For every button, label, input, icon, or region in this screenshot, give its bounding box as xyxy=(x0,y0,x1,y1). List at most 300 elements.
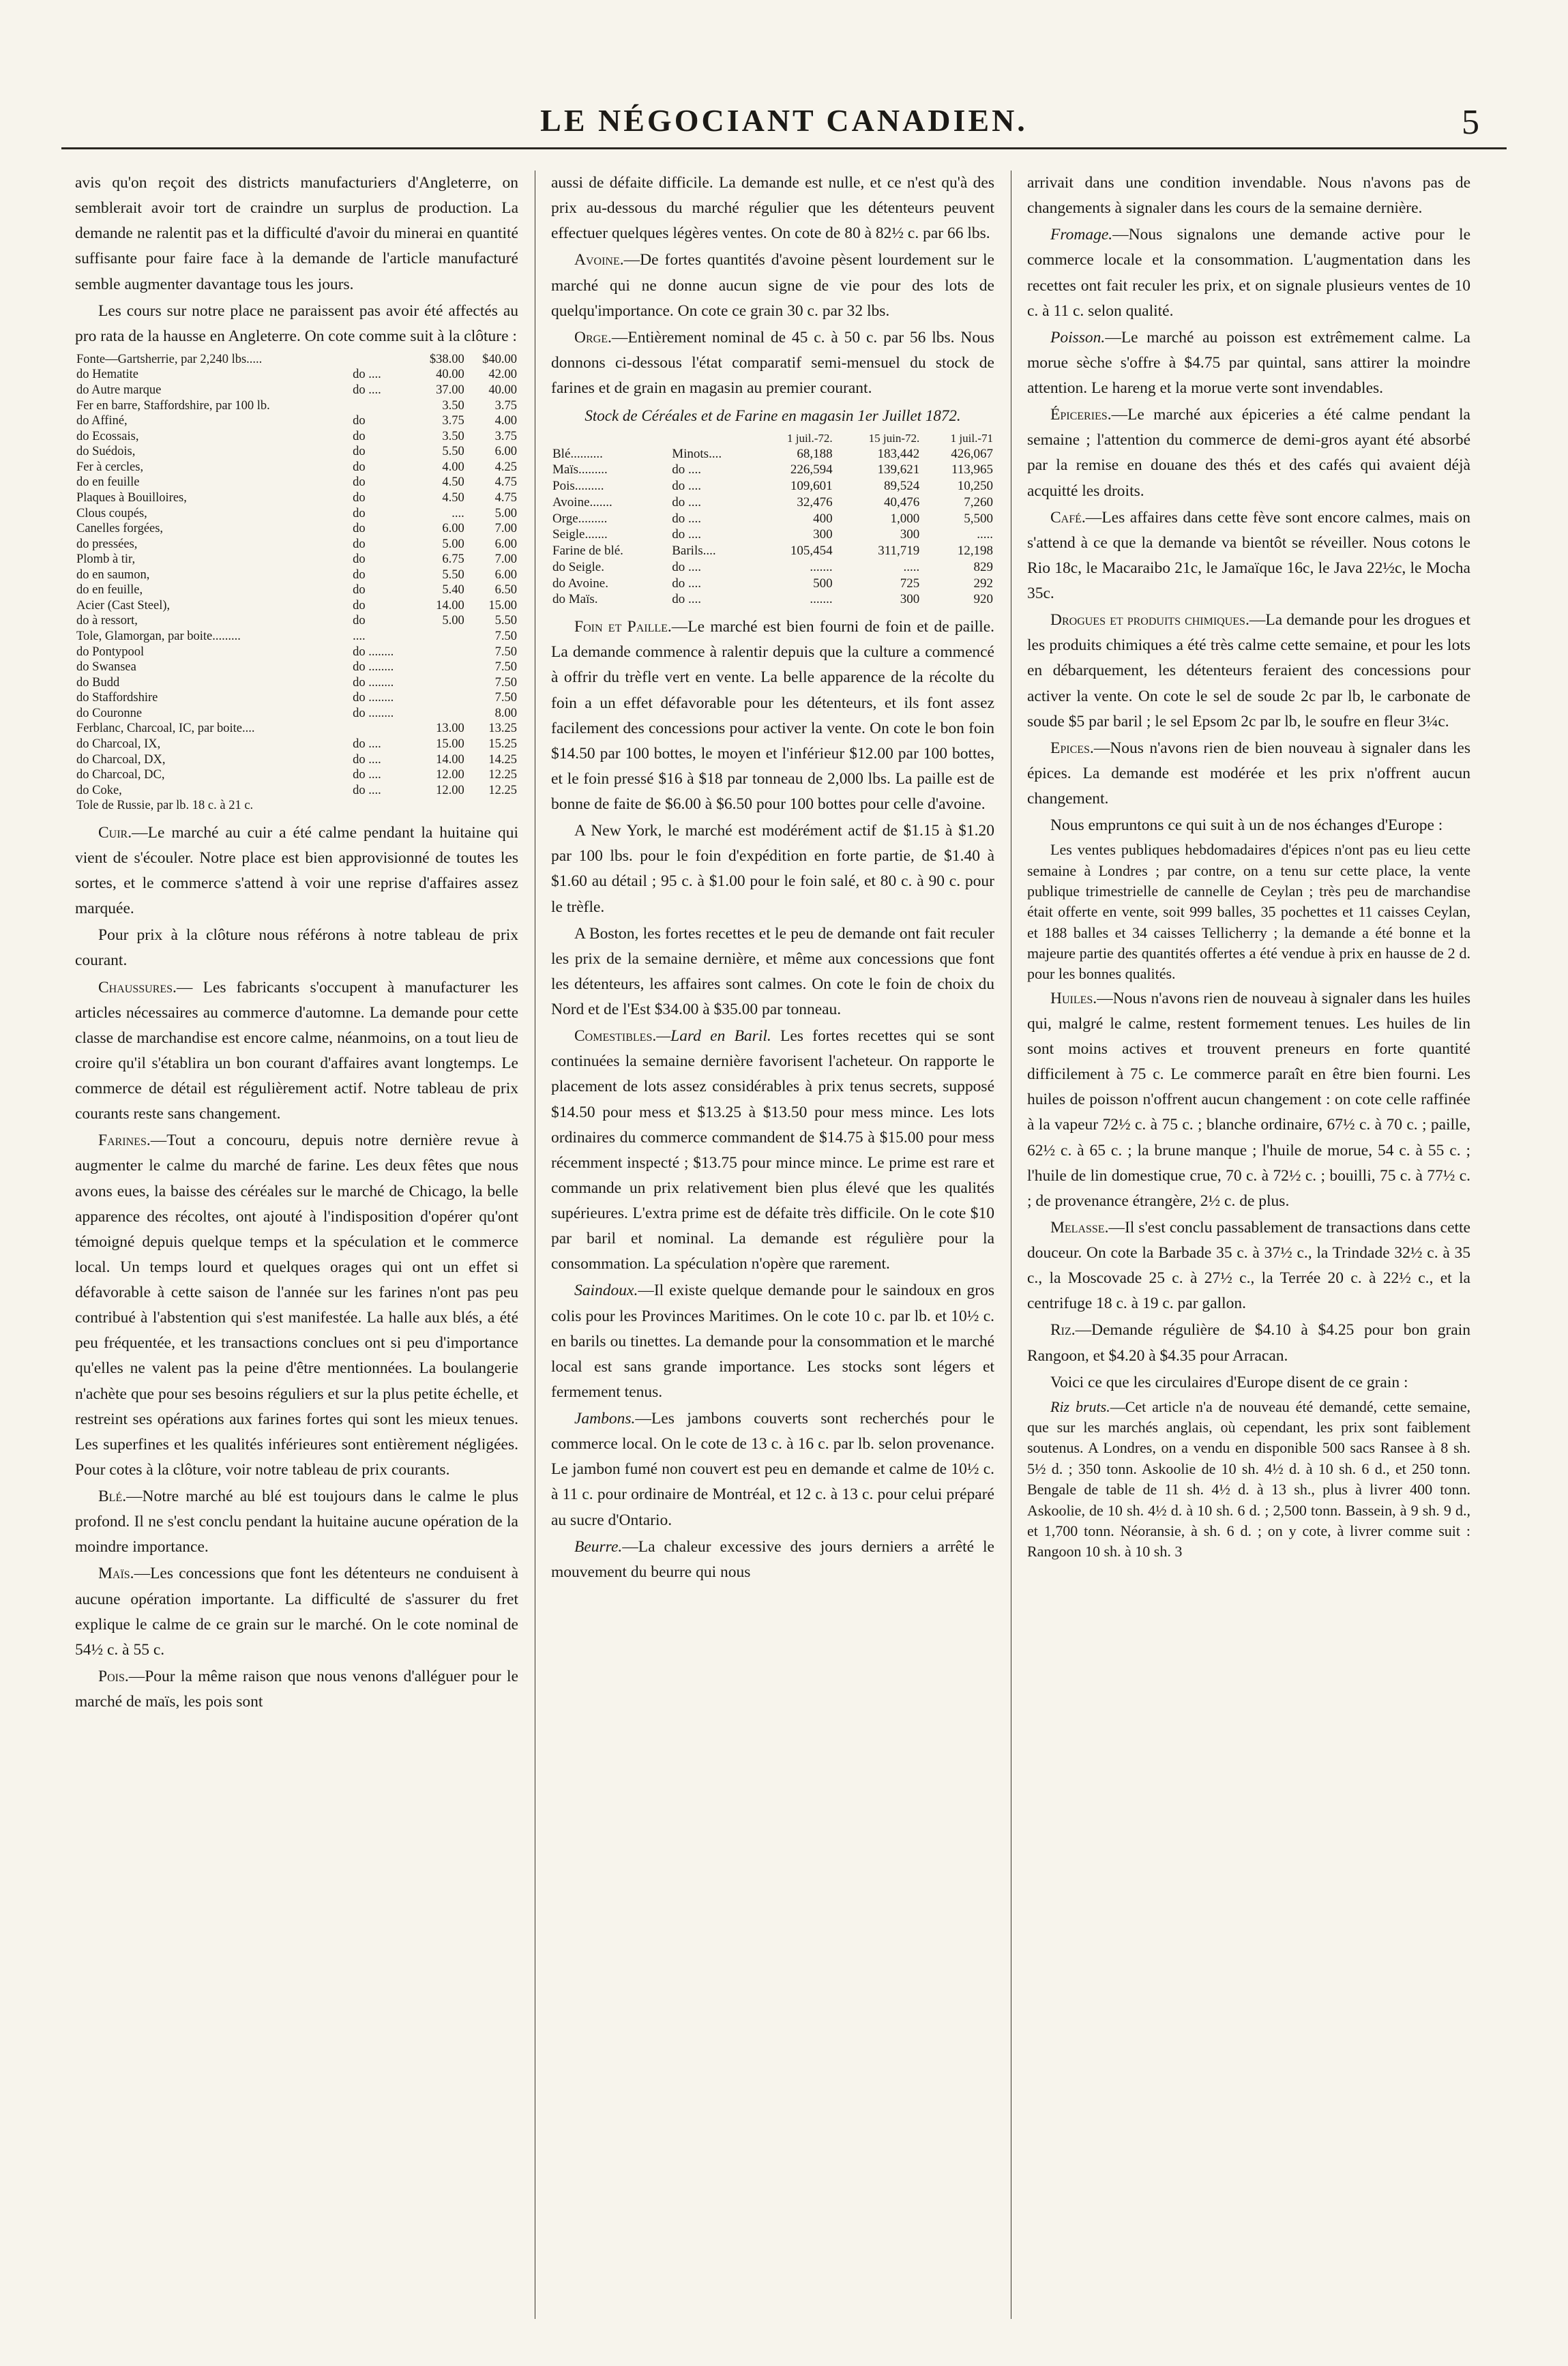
table-row xyxy=(551,591,994,608)
metal-name: Plaques à Bouilloires, xyxy=(76,490,187,505)
table-cell: 300 xyxy=(813,527,833,542)
section-heading: Farines. xyxy=(98,1132,151,1150)
table-cell: 311,719 xyxy=(878,544,920,559)
metal-unit: do xyxy=(353,537,366,551)
metal-unit xyxy=(351,398,413,414)
metal-unit: .... xyxy=(353,630,366,643)
article-text: —Les jambons couverts sont recherchés pour le commerce local. On le cote de 13 c. à 16 c. par lb. selon provenance. Le jambon fumé non couvert est peu en demande et calme de 10½ c. à 11 c. pour ordinaire de Montréal, et 12 c. à 13 c. pour celui préparé au sucre d'Ontario. xyxy=(551,1410,994,1529)
price-high: 3.75 xyxy=(494,398,517,413)
metal-name: do Charcoal, DX, xyxy=(76,752,166,767)
article-text: —Nous signalons une demande active pour le commerce locale et la consommation. L'augmentation dans les recettes ont fait reculer les prix, et on signale plusieurs ventes de 10 c. à 11 c. selon qualité. xyxy=(1027,226,1470,320)
metal-unit: do xyxy=(353,583,366,597)
table-cell: do .... xyxy=(672,559,701,574)
price-low: .... xyxy=(452,506,464,520)
price-low: 12.00 xyxy=(436,768,464,782)
table-row xyxy=(75,537,518,552)
table-row xyxy=(75,521,518,537)
price-low: 14.00 xyxy=(436,598,464,612)
price-high: 7.50 xyxy=(494,630,517,643)
price-low: 5.50 xyxy=(442,445,464,459)
metal-name: Fer à cercles, xyxy=(76,460,144,474)
article-avoine xyxy=(551,248,994,323)
section-heading: Avoine. xyxy=(574,251,624,269)
table-cell: ..... xyxy=(977,527,993,542)
table-cell: 226,594 xyxy=(790,462,833,477)
metal-name: Clous coupés, xyxy=(76,506,147,520)
table-cell: 426,067 xyxy=(951,446,993,461)
table-row xyxy=(75,490,518,506)
table-cell: 1,000 xyxy=(890,511,920,526)
table-cell: 400 xyxy=(813,511,833,526)
price-high: 14.25 xyxy=(488,752,517,767)
article-huiles xyxy=(1027,986,1470,1214)
table-cell: 300 xyxy=(900,592,920,607)
metal-name: do en saumon, xyxy=(76,567,150,582)
price-high: 6.50 xyxy=(494,583,517,597)
table-cell: Orge......... xyxy=(552,511,608,526)
price-low: $38.00 xyxy=(429,352,464,366)
table-cell: Minots.... xyxy=(672,446,722,461)
paragraph: Pour prix à la clôture nous référons à notre tableau de prix courant. xyxy=(75,926,518,970)
table-cell: do .... xyxy=(672,527,701,542)
article-cafe xyxy=(1027,505,1470,607)
metal-name: do Charcoal, DC, xyxy=(76,768,165,782)
price-low xyxy=(413,660,465,675)
article-text: — Les fabricants s'occupent à manufacturer les articles nécessaires au commerce d'automne. La demande pour cette classe de marchandise est encore calme, néanmoins, on a tout lieu de croire qu'il s'établira un bon courant d'affaires avant longtemps. Le commerce de détail est régulièrement actif. Notre tableau de prix courants reste sans changement. xyxy=(75,978,518,1123)
price-low: 6.00 xyxy=(442,522,464,536)
price-low: 37.00 xyxy=(436,383,464,397)
article-melasse xyxy=(1027,1215,1470,1317)
table-cell: ....... xyxy=(810,592,833,607)
article-ble xyxy=(75,1484,518,1560)
price-high: 4.75 xyxy=(494,475,517,490)
metal-name: do Suédois, xyxy=(76,445,136,459)
table-cell: 300 xyxy=(900,527,920,542)
metal-unit: do .... xyxy=(353,737,381,751)
price-low xyxy=(413,798,465,814)
table-cell: Maïs......... xyxy=(552,462,608,477)
metal-unit: do xyxy=(353,414,366,428)
price-high: 12.25 xyxy=(488,768,517,782)
paragraph: A New York, le marché est modérément actif de $1.15 à $1.20 par 100 lbs. pour le foin d'expédition en forte partie, de $1.40 à $1.60 au détail ; 95 c. à $1.00 pour le foin salé, et 80 c. à 90 c. pour le trèfle. xyxy=(551,822,994,916)
metal-unit xyxy=(351,798,413,814)
article-text: —Le marché est bien fourni de foin et de paille. La demande commence à ralentir depuis que la culture a commencé à offrir du trèfle vert en vente. La belle apparence de la récolte du foin a un effet défavorable pour les détenteurs, et ils font assez facilement des concessions pour activer la vente. On cote le bon foin $14.50 par 100 bottes, le moyen et l'inférieur $12.00 par 100 bottes, et le foin pressé $16 à $18 par tonneau de 2,000 lbs. La paille est de bonne de faite de $6.00 à $6.50 pour 100 bottes pour celle d'avoine. xyxy=(551,618,994,814)
sub-heading: Riz bruts. xyxy=(1050,1398,1110,1415)
price-low xyxy=(413,645,465,660)
table-row xyxy=(551,527,994,543)
table-cell: Pois......... xyxy=(552,479,604,494)
article-orge xyxy=(551,325,994,401)
article-pois xyxy=(75,1664,518,1715)
section-heading: Riz. xyxy=(1050,1321,1076,1340)
price-high: 7.00 xyxy=(494,522,517,536)
price-low: 5.00 xyxy=(442,614,464,628)
price-high: 6.00 xyxy=(494,537,517,551)
table-cell: 109,601 xyxy=(790,479,833,494)
table-row xyxy=(75,506,518,522)
table-row xyxy=(75,798,518,814)
metal-unit: do xyxy=(353,522,366,536)
article-beurre xyxy=(551,1535,994,1585)
metal-name: Plomb à tir, xyxy=(76,552,136,567)
section-heading: Pois. xyxy=(98,1667,129,1685)
price-high xyxy=(466,798,518,814)
sub-heading: Fromage. xyxy=(1050,226,1113,244)
column-2 xyxy=(551,171,994,2333)
metal-name: Fer en barre, Staffordshire, par 100 lb. xyxy=(76,398,270,413)
price-low: 3.50 xyxy=(442,398,464,413)
table-row xyxy=(551,446,994,462)
price-low: 40.00 xyxy=(436,368,464,382)
metal-unit: do ........ xyxy=(353,706,394,720)
price-low: 15.00 xyxy=(436,737,464,751)
table-cell: do .... xyxy=(672,576,701,591)
article-jambons xyxy=(551,1406,994,1533)
metal-name: Fonte—Gartsherrie, par 2,240 lbs..... xyxy=(76,352,263,366)
table-row xyxy=(75,567,518,583)
sub-heading: Saindoux. xyxy=(574,1282,638,1300)
section-heading: Comestibles. xyxy=(574,1027,657,1046)
price-high: 7.50 xyxy=(494,675,517,690)
article-riz xyxy=(1027,1318,1470,1368)
metal-name: Tole, Glamorgan, par boite......... xyxy=(76,630,241,643)
metal-unit: do xyxy=(353,490,366,505)
article-farines xyxy=(75,1128,518,1483)
section-heading: Chaussures. xyxy=(98,978,177,996)
table-cell: do .... xyxy=(672,479,701,494)
table-cell: 920 xyxy=(973,592,993,607)
table-cell: Farine de blé. xyxy=(552,544,623,559)
table-cell: 5,500 xyxy=(964,511,993,526)
grain-stock-table xyxy=(551,431,994,608)
article-text: —Il s'est conclu passablement de transactions dans cette douceur. On cote la Barbade 35 c. à 37½ c., la Trindade 32½ c. à 35 c., la Moscovade 25 c. à 27½ c., la Terrée 20 c. à 22½ c., et la centrifuge 18 c. à 19 c. par gallon. xyxy=(1027,1218,1470,1313)
metal-name: do pressées, xyxy=(76,537,138,551)
metal-unit: do ........ xyxy=(353,675,394,690)
table-cell: do .... xyxy=(672,494,701,509)
metal-name: do Affiné, xyxy=(76,414,128,428)
metal-unit: do ........ xyxy=(353,691,394,705)
metal-name: do à ressort, xyxy=(76,614,138,628)
metal-unit: do xyxy=(353,506,366,520)
metal-unit: do xyxy=(353,567,366,582)
price-high: 5.50 xyxy=(494,614,517,628)
table-cell: Blé.......... xyxy=(552,446,603,461)
metal-unit: do xyxy=(353,475,366,490)
article-epiceries xyxy=(1027,402,1470,504)
article-text: —La chaleur excessive des jours derniers a arrêté le mouvement du beurre qui nous xyxy=(551,1537,994,1581)
price-high: 7.00 xyxy=(494,552,517,567)
price-high: 6.00 xyxy=(494,445,517,459)
sub-heading: Beurre. xyxy=(574,1537,623,1556)
article-epices xyxy=(1027,736,1470,812)
price-low xyxy=(413,690,465,706)
table-cell: do Maïs. xyxy=(552,592,598,607)
metal-name: Canelles forgées, xyxy=(76,522,164,536)
table-cell: 183,442 xyxy=(877,446,920,461)
metal-unit: do xyxy=(353,614,366,628)
price-high: 4.25 xyxy=(494,460,517,474)
paragraph: aussi de défaite difficile. La demande est nulle, et ce n'est qu'à des prix au-dessous du marché régulier que les détenteurs peuvent effectuer quelques légères ventes. On cote de 80 à 82½ c. par 66 lbs. xyxy=(551,174,994,243)
price-high: 7.50 xyxy=(494,660,517,675)
price-high: 15.00 xyxy=(488,598,517,612)
section-heading: Blé. xyxy=(98,1488,127,1505)
price-high: 7.50 xyxy=(494,691,517,705)
paragraph: Nous empruntons ce qui suit à un de nos échanges d'Europe : xyxy=(1050,816,1443,835)
table-row xyxy=(75,582,518,598)
price-low: 5.40 xyxy=(442,583,464,597)
price-high: 15.25 xyxy=(488,737,517,751)
masthead-title: LE NÉGOCIANT CANADIEN. xyxy=(540,103,1028,138)
table-row xyxy=(75,413,518,429)
article-mais xyxy=(75,1561,518,1663)
price-high: 6.00 xyxy=(494,567,517,582)
metal-unit: do xyxy=(353,429,366,443)
table-cell: ....... xyxy=(810,559,833,574)
table-row xyxy=(75,613,518,629)
metal-unit: do .... xyxy=(353,368,381,382)
metal-name: do Autre marque xyxy=(76,383,162,397)
price-low: 3.75 xyxy=(442,414,464,428)
article-poisson xyxy=(1027,325,1470,401)
article-riz-bruts xyxy=(1027,1397,1470,1563)
metal-unit: do ........ xyxy=(353,645,394,659)
metal-unit: do .... xyxy=(353,783,381,797)
article-foin xyxy=(551,615,994,817)
paragraph-quoted: Les ventes publiques hebdomadaires d'épices n'ont pas eu lieu cette semaine à Londres ; par contre, on a tenu sur cette place, la vente publique trimestrielle de cannelle de Ceylan ; très peu de marchandise était offerte en vente, soit 999 balles, 35 pochettes et 11 caisses Ceylan, et 188 balles et 34 caisses Tellicherry ; la demande a été bonne et la majeure partie des quantités offertes a été vendue à prix en hausse de 2 d. pour les bonnes qualités. xyxy=(1027,841,1470,983)
page-number: 5 xyxy=(1462,103,1479,142)
price-low: 4.50 xyxy=(442,475,464,490)
metal-name: do Couronne xyxy=(76,706,143,720)
article-drogues xyxy=(1027,608,1470,735)
metal-unit: do xyxy=(353,598,366,612)
section-heading: Foin et Paille. xyxy=(574,618,672,636)
price-low xyxy=(413,675,465,691)
article-text: —Le marché aux épiceries a été calme pendant la semaine ; l'attention du commerce de demi-gros ayant été absorbé par la remise en douane des thés et des cafés qui avaient déjà acquitté les droits. xyxy=(1027,406,1470,500)
table-row xyxy=(75,367,518,383)
metal-unit xyxy=(351,352,413,368)
price-high: 42.00 xyxy=(488,368,517,382)
table-cell: do Seigle. xyxy=(552,559,604,574)
table-row xyxy=(551,576,994,592)
paragraph: avis qu'on reçoit des districts manufacturiers d'Angleterre, on semblerait avoir tort de craindre un surplus de production. La demande ne ralentit pas et la difficulté d'avoir du minerai en quantité suffisante pour faire face à la demande de l'article manufacturé semble augmenter davantage tous les jours. xyxy=(75,174,518,293)
metal-unit: do xyxy=(353,552,366,567)
table-cell: do .... xyxy=(672,462,701,477)
price-low: 14.00 xyxy=(436,752,464,767)
price-high: 13.25 xyxy=(488,722,517,736)
price-high: 5.00 xyxy=(494,506,517,520)
metal-name: do Budd xyxy=(76,675,120,690)
article-text: —Entièrement nominal de 45 c. à 50 c. par 56 lbs. Nous donnons ci-dessous l'état comparatif semi-mensuel du stock de farines et de grain en magasin au premier courant. xyxy=(551,328,994,397)
metal-unit: do .... xyxy=(353,752,381,767)
table-row xyxy=(75,645,518,660)
table-row xyxy=(75,598,518,614)
price-low: 3.50 xyxy=(442,429,464,443)
table-row xyxy=(75,383,518,398)
price-low: 4.50 xyxy=(442,490,464,505)
paragraph: A Boston, les fortes recettes et le peu de demande ont fait reculer les prix de la semaine dernière, et même aux concessions que font les détenteurs, les affaires sont calmes. On cote le foin de choix du Nord et de l'Est $34.00 à $35.00 par tonneau. xyxy=(551,924,994,1019)
table-row xyxy=(75,752,518,768)
column-3 xyxy=(1027,171,1470,2333)
metal-name: do Swansea xyxy=(76,660,136,675)
table-cell: 829 xyxy=(973,559,993,574)
paragraph: arrivait dans une condition invendable. Nous n'avons pas de changements à signaler dans les cours de la semaine dernière. xyxy=(1027,174,1470,218)
price-high: 4.00 xyxy=(494,414,517,428)
table-row xyxy=(75,675,518,691)
table-cell: do .... xyxy=(672,592,701,607)
page-header xyxy=(61,102,1507,157)
sub-heading: Jambons. xyxy=(574,1410,636,1428)
article-cuir xyxy=(75,820,518,922)
metal-unit: do ........ xyxy=(353,660,394,675)
metal-name: Ferblanc, Charcoal, IC, par boite.... xyxy=(76,722,255,736)
table-cell: 7,260 xyxy=(964,494,993,509)
table-row xyxy=(75,444,518,460)
table-row xyxy=(75,721,518,737)
price-low: 4.00 xyxy=(442,460,464,474)
price-high: 40.00 xyxy=(488,383,517,397)
metal-unit: do xyxy=(353,460,366,474)
metal-name: do en feuille xyxy=(76,475,140,490)
article-fromage xyxy=(1027,222,1470,324)
article-comestibles xyxy=(551,1024,994,1277)
article-text: —De fortes quantités d'avoine pèsent lourdement sur le marché qui ne donne aucun signe de vie pour des lots de quelqu'importance. On cote ce grain 30 c. par 32 lbs. xyxy=(551,251,994,320)
table-row xyxy=(75,737,518,752)
header-rule xyxy=(61,147,1507,149)
table-cell: 292 xyxy=(973,576,993,591)
section-heading: Épiceries. xyxy=(1050,406,1112,424)
article-text: —Nous n'avons rien de bien nouveau à signaler dans les épices. La demande est modérée et les prix n'offrent aucun changement. xyxy=(1027,739,1470,808)
sub-heading: Poisson. xyxy=(1050,328,1106,346)
stock-table-title: Stock de Céréales et de Farine en magasin 1er Juillet 1872. xyxy=(585,407,961,425)
column-header xyxy=(551,431,670,445)
price-high: 7.50 xyxy=(494,645,517,659)
table-row xyxy=(75,660,518,675)
table-row xyxy=(75,690,518,706)
table-cell: 139,621 xyxy=(877,462,920,477)
metal-name: do Staffordshire xyxy=(76,691,158,705)
table-row xyxy=(551,559,994,576)
metal-name: do Pontypool xyxy=(76,645,145,659)
metal-name: Acier (Cast Steel), xyxy=(76,598,171,612)
price-low: 5.50 xyxy=(442,567,464,582)
article-text: Les fortes recettes qui se sont continuées la semaine dernière favorisent l'acheteur. On rapporte le placement de lots assez considérables à prix tenus secrets, supposé $14.50 pour mess et $13.25 à $13.50 pour mess mince. Les lots ordinaires du commerce commandent de $14.75 à $15.00 pour mess récemment inspecté ; $13.75 pour mince mince. Le prime est rare et commande un prix relativement bien plus élevé que les qualités supérieures. L'extra prime est de défaite très difficile. On le cote $10 par baril et nominal. La demande est régulière pour la consommation. La spéculation n'opère que rarement. xyxy=(551,1027,994,1273)
paragraph: Les cours sur notre place ne paraissent pas avoir été affectés au pro rata de la hausse en Angleterre. On cote comme suit à la clôture : xyxy=(75,301,518,345)
table-cell: Seigle....... xyxy=(552,527,608,542)
table-cell: Avoine....... xyxy=(552,494,612,509)
table-row xyxy=(75,475,518,490)
section-heading: Melasse. xyxy=(1050,1218,1109,1237)
column-header xyxy=(670,431,756,445)
section-heading: Cuir. xyxy=(98,823,132,842)
section-heading: Café. xyxy=(1050,508,1086,527)
price-high: 12.25 xyxy=(488,783,517,797)
metal-name: do Ecossais, xyxy=(76,429,139,443)
metal-name: do Hematite xyxy=(76,368,138,382)
table-row xyxy=(75,767,518,783)
table-cell: do .... xyxy=(672,511,701,526)
column-1 xyxy=(75,171,518,2333)
column-header: 1 juil.-71 xyxy=(950,432,993,445)
table-row xyxy=(75,552,518,567)
table-cell: 725 xyxy=(900,576,920,591)
section-heading: Orge. xyxy=(574,328,612,346)
price-low xyxy=(413,629,465,645)
price-low: 6.75 xyxy=(442,552,464,567)
article-text: —Le marché au cuir a été calme pendant la huitaine qui vient de s'écouler. Notre place est bien approvisionné de toutes les sortes, et le commerce s'attend à voir une reprise d'affaires assez marquée. xyxy=(75,823,518,918)
table-cell: do Avoine. xyxy=(552,576,608,591)
sub-heading: —Lard en Baril. xyxy=(656,1027,771,1046)
paragraph: Voici ce que les circulaires d'Europe disent de ce grain : xyxy=(1050,1373,1408,1391)
price-high: 8.00 xyxy=(494,706,517,720)
table-row xyxy=(75,429,518,445)
metal-name: do en feuille, xyxy=(76,583,143,597)
price-high: 4.75 xyxy=(494,490,517,505)
table-cell: 10,250 xyxy=(957,479,993,494)
metal-name: do Charcoal, IX, xyxy=(76,737,161,751)
article-text: —Tout a concouru, depuis notre dernière revue à augmenter le calme du marché de farine. Les deux fêtes que nous avons eues, la baisse des céréales sur le marché de Chicago, la belle apparence des récoltes, ont ajouté à l'indisposition d'opérer qu'ont témoigné depuis quelque temps et la spéculation et le commerce local. Un temps lourd et quelques orages qui ont un effet si défavorable à cette saison de l'année sur les farines n'ont pas peu contribué à l'abstention qui s'est manifestée. La halle aux blés, a été peu fréquentée, et les transactions conclues ont si peu d'importance qu'elles ne valent pas la peine d'être mentionnées. La boulangerie n'achète que pour ses besoins réguliers et sur la plus petite échelle, et restreint ses opérations aux farines fortes qui sont les mieux tenues. Les superfines et les qualités inférieures sont entièrement négligées. Pour cotes à la clôture, voir notre tableau de prix courants. xyxy=(75,1132,518,1479)
table-row xyxy=(551,543,994,559)
article-saindoux xyxy=(551,1278,994,1405)
section-heading: Drogues et produits chimiques. xyxy=(1050,611,1249,630)
article-text: —Demande régulière de $4.10 à $4.25 pour bon grain Rangoon, et $4.20 à $4.35 pour Arracan. xyxy=(1027,1321,1470,1365)
table-cell: 89,524 xyxy=(884,479,920,494)
table-cell: 12,198 xyxy=(957,544,993,559)
table-row xyxy=(75,783,518,799)
column-header: 15 juin-72. xyxy=(868,432,920,445)
metal-unit xyxy=(351,721,413,737)
table-row xyxy=(551,511,994,527)
article-text: —Nous n'avons rien de nouveau à signaler dans les huiles qui, malgré le calme, restent formement tenues. Les huiles de lin sont moins actives et trouvent preneurs en forte quantité difficilement à 75 c. Le commerce paraît en être bien fourni. Les huiles de poisson n'offrent aucun changement : on cote celle raffinée à la vapeur 72½ c. à 75 c. ; blanche ordinaire, 67½ c. à 70 c. ; paille, 62½ c. à 65 c. ; la brune manque ; l'huile de morue, 54 c. à 55 c. ; l'huile de lin domestique crue, 70 c. à 72½ c. ; bouilli, 75 c. à 77½ c. ; de provenance étrangère, 2½ c. de plus. xyxy=(1027,989,1470,1210)
metal-unit: do xyxy=(353,445,366,459)
metal-name: do Coke, xyxy=(76,783,122,797)
table-row xyxy=(75,706,518,722)
metal-unit: do .... xyxy=(353,768,381,782)
price-high: 3.75 xyxy=(494,429,517,443)
metals-price-table xyxy=(75,352,518,814)
table-row xyxy=(551,478,994,494)
section-heading: Huiles. xyxy=(1050,989,1097,1007)
table-row xyxy=(75,352,518,368)
article-text: —Notre marché au blé est toujours dans le calme le plus profond. Il ne s'est conclu pendant la huitaine aucune opération de la moindre importance. xyxy=(75,1488,518,1556)
table-cell: 40,476 xyxy=(884,494,920,509)
table-cell: 32,476 xyxy=(797,494,833,509)
table-cell: Barils.... xyxy=(672,544,716,559)
price-low: 12.00 xyxy=(436,783,464,797)
section-heading: Maïs. xyxy=(98,1565,134,1583)
metal-name: Tole de Russie, par lb. 18 c. à 21 c. xyxy=(76,799,254,813)
section-heading: Epices. xyxy=(1050,739,1094,757)
article-text: —La demande pour les drogues et les produits chimiques a été très calme cette semaine, et pour les lots en débarquement, les détenteurs feraient des concessions pour activer la vente. On cote le sel de soude 2c par lb, le carbonate de soude $5 par baril ; le sel Epsom 2c par lb, le soufre en fleur 3¼c. xyxy=(1027,611,1470,730)
table-row xyxy=(75,398,518,414)
table-row xyxy=(551,462,994,478)
price-low: 13.00 xyxy=(436,722,464,736)
price-high: $40.00 xyxy=(482,352,517,366)
table-cell: ..... xyxy=(903,559,920,574)
table-cell: 500 xyxy=(813,576,833,591)
article-text: —Pour la même raison que nous venons d'alléguer pour le marché de maïs, les pois sont xyxy=(75,1667,518,1711)
table-row xyxy=(551,494,994,511)
article-text: —Les affaires dans cette fève sont encore calmes, mais on s'attend à ce que la demande va bientôt se réveiller. Nous cotons le Rio 18c, le Macaraibo 21c, le Jamaïque 16c, le Java 22½c, le Mocha 35c. xyxy=(1027,508,1470,602)
article-text: —Les concessions que font les détenteurs ne conduisent à aucune opération importante. La difficulté de s'assurer du fret explique le calme de ce grain sur le marché. On le cote nominal de 54½ c. à 55 c. xyxy=(75,1565,518,1659)
article-text: —Le marché au poisson est extrêmement calme. La morue sèche s'offre à $4.75 par quintal, sans attirer la moindre attention. Le hareng et la morue verte sont invendables. xyxy=(1027,328,1470,397)
table-row xyxy=(75,460,518,475)
column-header: 1 juil.-72. xyxy=(787,432,833,445)
price-low xyxy=(413,706,465,722)
metal-unit: do .... xyxy=(353,383,381,397)
table-cell: 68,188 xyxy=(797,446,833,461)
article-text: —Il existe quelque demande pour le saindoux en gros colis pour les Provinces Maritimes. On le cote 10 c. par lb. et 10½ c. en barils ou tinettes. La demande pour la consommation et le marché local est sans grande importance. Les stocks sont légers et fermement tenus. xyxy=(551,1282,994,1401)
article-chaussures xyxy=(75,975,518,1127)
